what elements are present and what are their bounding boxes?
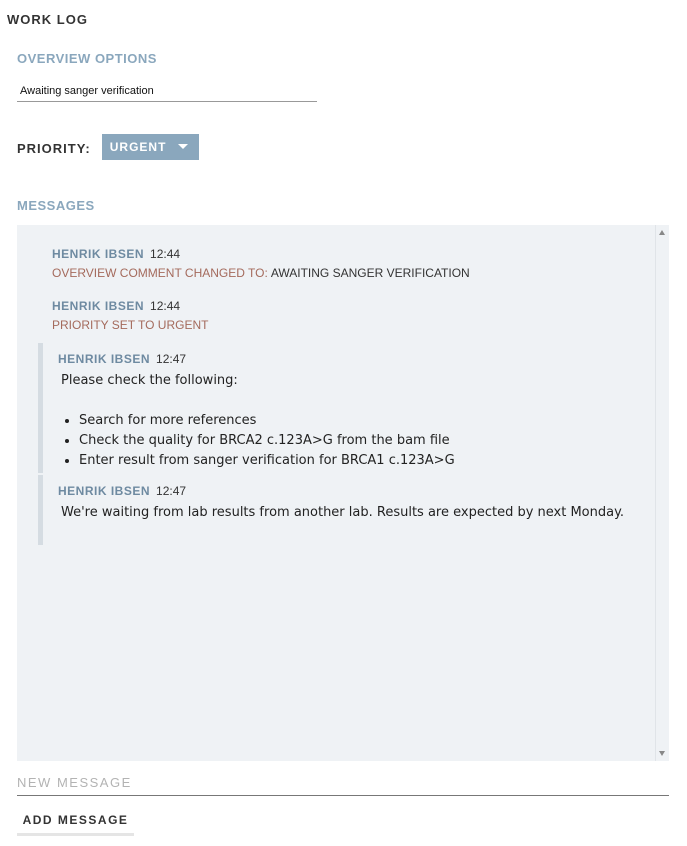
priority-label: PRIORITY: [17, 140, 91, 156]
messages-scrollbar[interactable] [655, 225, 669, 761]
message-text: We're waiting from lab results from another lab. Results are expected by next Monday. [61, 505, 625, 520]
scroll-up-icon[interactable] [659, 230, 665, 235]
user-message [38, 343, 628, 473]
message-author: HENRIK IBSEN [52, 247, 145, 261]
list-item: • Search for more references [79, 411, 628, 431]
system-message [52, 299, 208, 332]
priority-dropdown[interactable] [102, 134, 200, 160]
system-action-value: AWAITING SANGER VERIFICATION [270, 266, 470, 280]
priority-selected-value: URGENT [109, 140, 167, 154]
overview-comment-input[interactable] [17, 80, 317, 102]
message-author: HENRIK IBSEN [58, 484, 151, 498]
page-title: WORK LOG [7, 12, 88, 27]
messages-list[interactable] [17, 225, 669, 761]
system-message [52, 247, 470, 280]
message-time: 12:44 [150, 299, 181, 313]
message-author: HENRIK IBSEN [52, 299, 145, 313]
messages-label: MESSAGES [17, 198, 95, 213]
message-text: Please check the following: [61, 373, 238, 388]
message-bullet-list [61, 411, 628, 471]
list-item: • Enter result from sanger verification for BRCA1 c.123A>G [79, 451, 628, 471]
system-action-text: PRIORITY SET TO URGENT [52, 318, 209, 332]
scroll-down-icon[interactable] [659, 751, 665, 756]
overview-options-label: OVERVIEW OPTIONS [17, 51, 157, 66]
message-author: HENRIK IBSEN [58, 352, 151, 366]
message-time: 12:47 [156, 484, 187, 498]
message-time: 12:44 [150, 247, 181, 261]
caret-down-icon [178, 144, 188, 149]
list-item: • Check the quality for BRCA2 c.123A>G from the bam file [79, 431, 628, 451]
message-body [61, 371, 628, 471]
message-body [61, 503, 628, 523]
message-time: 12:47 [156, 352, 187, 366]
system-action-text: OVERVIEW COMMENT CHANGED TO: [52, 266, 268, 280]
priority-row [17, 134, 199, 160]
add-message-button[interactable]: ADD MESSAGE [17, 806, 134, 836]
user-message [38, 475, 628, 545]
new-message-input[interactable] [17, 770, 669, 796]
